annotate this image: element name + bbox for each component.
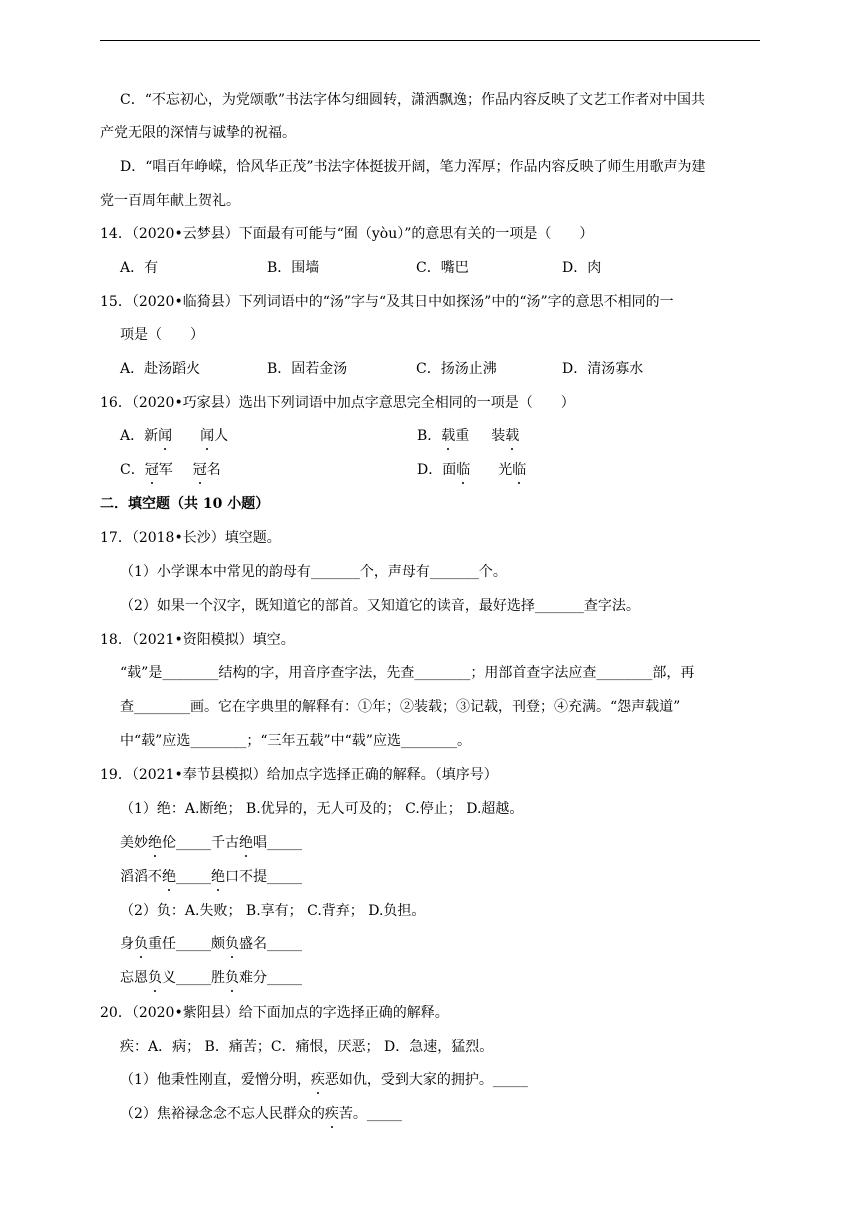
q13-option-d-line1: D．“唱百年峥嵘，恰风华正茂”书法字体挺拔开阔，笔力浑厚；作品内容反映了师生用歌声为建 — [120, 159, 706, 175]
dotted-char: 载 — [441, 428, 456, 444]
dotted-char: 负 — [225, 936, 239, 952]
char: 面 — [442, 462, 457, 478]
q19-stem: 19．（2021•奉节县模拟）给加点字选择正确的解释。（填序号） — [100, 767, 498, 783]
text: 美妙 — [120, 835, 148, 851]
q14-options — [120, 258, 720, 278]
dotted-char: 绝 — [239, 835, 253, 851]
char: 装 — [491, 428, 506, 444]
q20-definitions: 疾：A．病； B．痛苦；C．痛恨，厌恶； D．急速，猛烈。 — [120, 1039, 494, 1055]
text: 滔滔不 — [120, 869, 162, 885]
text: 身 — [120, 936, 134, 952]
dotted-char: 临 — [456, 462, 471, 478]
char: 人 — [214, 428, 229, 444]
q13-option-d-line2: 党一百周年献上贺礼。 — [100, 193, 240, 209]
text: 重任_____颇 — [148, 936, 225, 952]
option-label: C． — [120, 462, 145, 478]
option-label: D． — [417, 462, 443, 478]
q15-stem-line2: 项是（ ） — [120, 327, 204, 343]
q14-stem: 14．（2020•云梦县）下面最有可能与“囿（yòu）”的意思有关的一项是（ ） — [100, 226, 594, 242]
text: （1）他秉性刚直，爱憎分明， — [120, 1072, 311, 1088]
text: 口不提_____ — [225, 869, 302, 885]
dotted-char: 冠 — [144, 462, 159, 478]
dotted-char: 疾 — [310, 1072, 325, 1088]
dotted-char: 冠 — [192, 462, 207, 478]
text: （2）焦裕禄念念不忘人民群众的 — [120, 1106, 325, 1122]
q14-option-a: A．有 — [120, 260, 159, 276]
q18-line1: “载”是________结构的字，用音序查字法，先查________；用部首查字法应查________部，再 — [120, 665, 695, 681]
text: 唱_____ — [253, 835, 302, 851]
char: 军 — [158, 462, 173, 478]
q15-option-a: A．赴汤蹈火 — [120, 361, 201, 377]
q17-part2: （2）如果一个汉字，既知道它的部首。又知道它的读音，最好选择_______查字法。 — [120, 598, 640, 614]
dotted-char: 负 — [148, 970, 162, 986]
q13-option-c-line1: C．“不忘初心，为党颂歌”书法字体匀细圆转，潇洒飘逸；作品内容反映了文艺工作者对中国共 — [120, 92, 706, 108]
q15-options — [120, 359, 720, 379]
q14-option-c: C．嘴巴 — [416, 260, 469, 276]
q20-sentence1 — [120, 1070, 528, 1090]
text: 难分_____ — [239, 970, 302, 986]
dotted-char: 载 — [505, 428, 520, 444]
q20-stem: 20．（2020•紫阳县）给下面加点的字选择正确的解释。 — [100, 1005, 449, 1021]
q16-option-b — [417, 426, 519, 446]
q20-sentence2 — [120, 1104, 402, 1124]
dotted-char: 绝 — [211, 869, 225, 885]
char: 光 — [498, 462, 513, 478]
header-rule — [100, 40, 760, 41]
q13-option-c-line2: 产党无限的深情与诚挚的祝福。 — [100, 125, 296, 141]
q19-row1 — [120, 833, 302, 853]
q18-stem: 18．（2021•资阳模拟）填空。 — [100, 632, 295, 648]
dotted-char: 闻 — [158, 428, 173, 444]
q16-option-a — [120, 426, 228, 446]
q14-option-d: D．肉 — [562, 260, 602, 276]
char: 名 — [206, 462, 221, 478]
q18-line2: 查________画。它在字典里的解释有：①年；②装载；③记载，刊登；④充满。“怨声载道” — [120, 699, 681, 715]
text: 恶如仇，受到大家的拥护。_____ — [324, 1072, 528, 1088]
q19-row2 — [120, 867, 302, 887]
q16-option-c — [120, 460, 221, 480]
text: 义_____胜 — [162, 970, 225, 986]
q17-stem: 17．（2018•长沙）填空题。 — [100, 530, 281, 546]
q19-part2-defs: （2）负：A.失败； B.享有； C.背弃； D.负担。 — [120, 903, 426, 919]
dotted-char: 负 — [134, 936, 148, 952]
dotted-char: 负 — [225, 970, 239, 986]
section-title: 二．填空题（共 10 小题） — [100, 496, 270, 512]
q15-stem-line1: 15．（2020•临猗县）下列词语中的“汤”字与“及其日中如探汤”中的“汤”字的意思不相同的一 — [100, 294, 674, 310]
dotted-char: 临 — [512, 462, 527, 478]
q16-stem: 16．（2020•巧家县）选出下列词语中加点字意思完全相同的一项是（ ） — [100, 395, 575, 411]
q19-row4 — [120, 968, 302, 988]
q14-option-b: B．围墙 — [267, 260, 320, 276]
q19-part1-defs: （1）绝：A.断绝； B.优异的，无人可及的； C.停止； D.超越。 — [120, 801, 524, 817]
q15-option-c: C．扬汤止沸 — [416, 361, 497, 377]
text: 盛名_____ — [239, 936, 302, 952]
text: 伦_____千古 — [162, 835, 239, 851]
dotted-char: 闻 — [200, 428, 215, 444]
q16-option-d — [417, 460, 526, 480]
text: 苦。_____ — [338, 1106, 402, 1122]
option-label: B． — [417, 428, 442, 444]
text: 忘恩 — [120, 970, 148, 986]
q19-row3 — [120, 934, 302, 954]
char: 新 — [144, 428, 159, 444]
dotted-char: 绝 — [162, 869, 176, 885]
dotted-char: 疾 — [324, 1106, 339, 1122]
q18-line3: 中“载”应选________；“三年五载”中“载”应选________。 — [120, 733, 471, 749]
dotted-char: 绝 — [148, 835, 162, 851]
char: 重 — [455, 428, 470, 444]
option-label: A． — [120, 428, 145, 444]
q15-option-d: D．清汤寡水 — [562, 361, 644, 377]
text: _____ — [176, 869, 211, 885]
q15-option-b: B．固若金汤 — [267, 361, 348, 377]
q17-part1: （1）小学课本中常见的韵母有_______个，声母有_______个。 — [120, 564, 507, 580]
